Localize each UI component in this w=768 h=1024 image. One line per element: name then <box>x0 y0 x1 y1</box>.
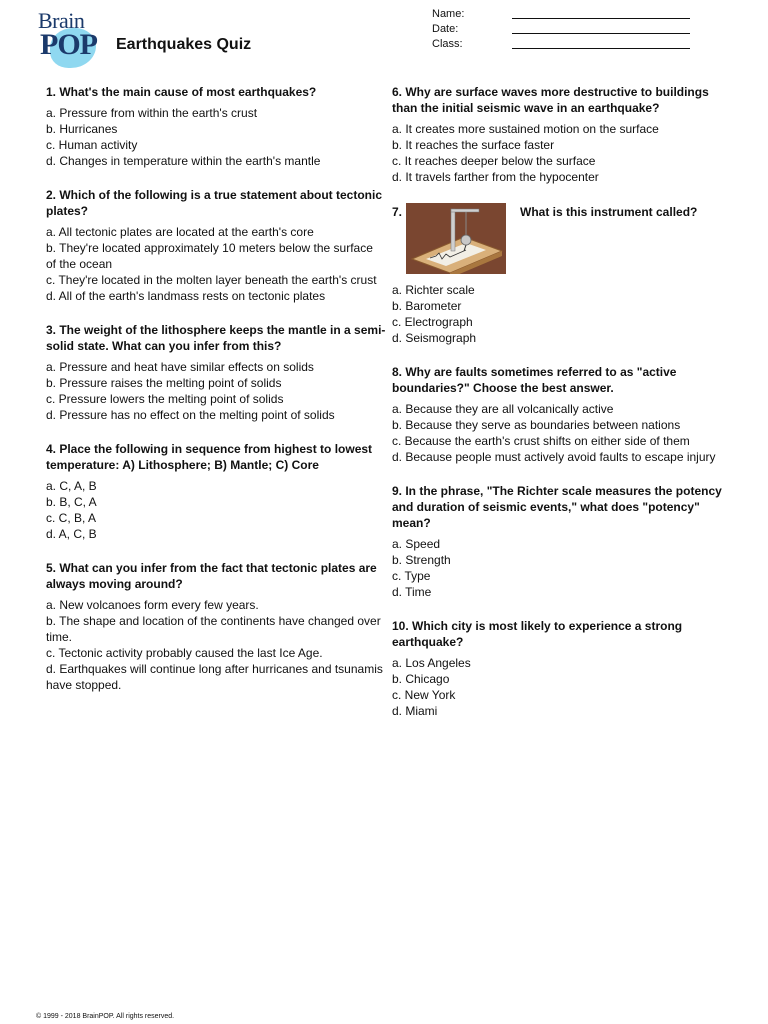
name-field <box>432 8 702 23</box>
question-text: 9. In the phrase, "The Richter scale measures the potency and duration of seismic events," what does "potency" mean? <box>392 484 722 530</box>
answer-option: c. New York <box>392 688 456 702</box>
answer-option: d. Seismograph <box>392 331 477 345</box>
answer-option: a. All tectonic plates are located at the earth's core <box>46 225 314 239</box>
answer-option: c. Because the earth's crust shifts on either side of them <box>392 434 690 448</box>
question-7 <box>392 203 728 346</box>
answer-option: a. New volcanoes form every few years. <box>46 598 259 612</box>
answer-option: b. Barometer <box>392 299 462 313</box>
brainpop-logo <box>36 8 102 68</box>
class-line <box>512 48 690 49</box>
name-label: Name: <box>432 8 465 20</box>
answer-option: d. Because people must actively avoid faults to escape injury <box>392 450 716 464</box>
question-text: 1. What's the main cause of most earthquakes? <box>46 85 317 99</box>
date-field <box>432 23 702 38</box>
question-text: 8. Why are faults sometimes referred to as "active boundaries?" Choose the best answer. <box>392 365 677 395</box>
question-2 <box>46 187 386 304</box>
answer-option: c. Electrograph <box>392 315 473 329</box>
logo-text-pop: POP <box>40 28 97 61</box>
question-text: 5. What can you infer from the fact that tectonic plates are always moving around? <box>46 561 377 591</box>
answer-option: a. It creates more sustained motion on the surface <box>392 122 659 136</box>
answer-option: b. They're located approximately 10 meters below the surface of the ocean <box>46 241 373 271</box>
answer-option: b. The shape and location of the continents have changed over time. <box>46 614 381 644</box>
answer-option: d. All of the earth's landmass rests on tectonic plates <box>46 289 326 303</box>
answer-option: a. Pressure from within the earth's crust <box>46 106 258 120</box>
question-text: 2. Which of the following is a true statement about tectonic plates? <box>46 188 383 218</box>
date-label: Date: <box>432 23 459 35</box>
date-line <box>512 33 690 34</box>
right-column <box>392 84 728 737</box>
seismograph-image <box>406 203 506 274</box>
answer-option: b. Because they serve as boundaries between nations <box>392 418 681 432</box>
answer-option: a. C, A, B <box>46 479 97 493</box>
answer-option: a. Richter scale <box>392 283 475 297</box>
question-7-header <box>392 203 728 278</box>
answer-option: b. It reaches the surface faster <box>392 138 555 152</box>
answer-option: c. Tectonic activity probably caused the last Ice Age. <box>46 646 323 660</box>
page-title: Earthquakes Quiz <box>116 36 252 53</box>
answer-option: d. Pressure has no effect on the melting point of solids <box>46 408 335 422</box>
question-10 <box>392 618 728 719</box>
answer-option: c. They're located in the molten layer beneath the earth's crust <box>46 273 377 287</box>
question-8 <box>392 364 728 465</box>
answer-option: c. It reaches deeper below the surface <box>392 154 596 168</box>
answer-option: d. Time <box>392 585 432 599</box>
left-column <box>46 84 386 711</box>
answer-option: c. Type <box>392 569 431 583</box>
answer-option: c. Pressure lowers the melting point of solids <box>46 392 284 406</box>
question-9 <box>392 483 728 600</box>
question-text: 3. The weight of the lithosphere keeps the mantle in a semi-solid state. What can you infer from this? <box>46 323 386 353</box>
question-number: 7. <box>392 205 403 219</box>
answer-option: c. Human activity <box>46 138 138 152</box>
question-text: 10. Which city is most likely to experience a strong earthquake? <box>392 619 683 649</box>
answer-option: b. Chicago <box>392 672 450 686</box>
answer-option: a. Speed <box>392 537 441 551</box>
question-text: What is this instrument called? <box>520 205 698 219</box>
student-info-block <box>432 8 702 53</box>
copyright-footer: © 1999 - 2018 BrainPOP. All rights reserved. <box>36 1013 175 1020</box>
class-field <box>432 38 702 53</box>
answer-option: d. Earthquakes will continue long after hurricanes and tsunamis have stopped. <box>46 662 383 692</box>
answer-option: b. Strength <box>392 553 451 567</box>
answer-option: a. Los Angeles <box>392 656 471 670</box>
answer-option: a. Pressure and heat have similar effects on solids <box>46 360 314 374</box>
question-text: 4. Place the following in sequence from highest to lowest temperature: A) Lithosphere; B) Mantle; C) Core <box>46 442 373 472</box>
logo-text-brain: Brain <box>38 8 85 33</box>
answer-option: d. Miami <box>392 704 438 718</box>
question-3 <box>46 322 386 423</box>
answer-option: a. Because they are all volcanically active <box>392 402 614 416</box>
question-5 <box>46 560 386 693</box>
class-label: Class: <box>432 38 463 50</box>
question-text: 6. Why are surface waves more destructive to buildings than the initial seismic wave in an earthquake? <box>392 85 709 115</box>
answer-option: d. A, C, B <box>46 527 97 541</box>
answer-option: b. B, C, A <box>46 495 97 509</box>
answer-option: b. Hurricanes <box>46 122 118 136</box>
question-4 <box>46 441 386 542</box>
question-6 <box>392 84 728 185</box>
question-1 <box>46 84 386 169</box>
name-line <box>512 18 690 19</box>
answer-option: d. Changes in temperature within the earth's mantle <box>46 154 321 168</box>
answer-option: c. C, B, A <box>46 511 97 525</box>
answer-option: d. It travels farther from the hypocenter <box>392 170 599 184</box>
answer-option: b. Pressure raises the melting point of solids <box>46 376 282 390</box>
